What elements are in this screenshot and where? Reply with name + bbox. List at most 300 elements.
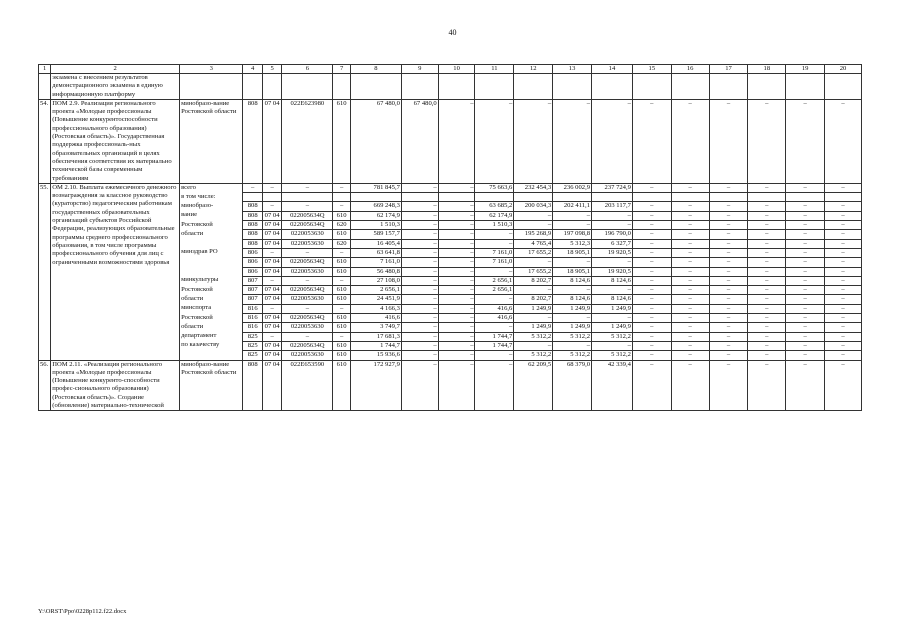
value-cell: 18 905,1 (553, 248, 592, 257)
value-cell: – (553, 258, 592, 267)
value-cell: 07 04 (262, 211, 281, 220)
value-cell: 18 905,1 (553, 267, 592, 276)
value-cell: 022E653590 (282, 360, 333, 411)
value-cell: 67 480,0 (350, 99, 401, 183)
value-cell: – (709, 230, 748, 239)
value-cell: 1 249,9 (592, 323, 633, 332)
value-cell: – (786, 248, 825, 257)
executor-cell: вание (180, 211, 243, 220)
value-cell: 816 (243, 304, 262, 313)
value-cell: – (438, 202, 475, 211)
value-cell: – (748, 304, 786, 313)
value-cell (401, 193, 438, 202)
value-cell: – (786, 99, 825, 183)
value-cell: – (825, 341, 862, 350)
executor-cell: по казачеству (180, 341, 243, 350)
value-cell: – (748, 295, 786, 304)
value-cell (825, 193, 862, 202)
value-cell: – (438, 351, 475, 360)
value-cell: 17 681,3 (350, 332, 401, 341)
value-cell: 8 124,6 (592, 295, 633, 304)
value-cell: – (748, 239, 786, 248)
value-cell: 669 248,3 (350, 202, 401, 211)
value-cell: 07 04 (262, 351, 281, 360)
value-cell: – (401, 202, 438, 211)
value-cell: – (333, 183, 350, 192)
value-cell: 1 249,9 (553, 304, 592, 313)
value-cell: – (592, 258, 633, 267)
value-cell: – (748, 221, 786, 230)
value-cell: 808 (243, 99, 262, 183)
value-cell: – (401, 276, 438, 285)
value-cell: – (748, 211, 786, 220)
executor-cell (180, 351, 243, 360)
row-number-cell (39, 74, 51, 100)
value-cell: – (401, 314, 438, 323)
value-cell: – (825, 230, 862, 239)
value-cell: – (709, 351, 748, 360)
value-cell: 6 327,7 (592, 239, 633, 248)
value-cell: – (748, 230, 786, 239)
value-cell: – (282, 183, 333, 192)
value-cell: – (475, 99, 514, 183)
value-cell: 8 124,6 (553, 276, 592, 285)
value-cell: – (401, 286, 438, 295)
value-cell: – (514, 99, 553, 183)
value-cell: – (632, 230, 671, 239)
value-cell: – (282, 332, 333, 341)
value-cell: 232 454,3 (514, 183, 553, 192)
value-cell: 07 04 (262, 286, 281, 295)
value-cell: 825 (243, 351, 262, 360)
value-cell: – (592, 341, 633, 350)
value-cell: 5 312,2 (514, 351, 553, 360)
value-cell: 236 002,9 (553, 183, 592, 192)
table-row (39, 183, 862, 192)
value-cell: – (786, 183, 825, 192)
value-cell: – (282, 248, 333, 257)
measure-name-cell: ПОМ 2.9. Реализация регионального проекта «Молодые профессионалы (Повышение конкурентоспособности профессионального образования) (Ростовская область)». Государственная поддержка профессиональ-ных образовательных организаций в целях обеспечения соответствия их материально технической базы современным требованиям (51, 99, 180, 183)
value-cell: – (632, 99, 671, 183)
value-cell: 4 765,4 (514, 239, 553, 248)
value-cell: – (475, 230, 514, 239)
value-cell: – (671, 341, 709, 350)
column-header-13: 13 (553, 65, 592, 74)
value-cell: – (401, 221, 438, 230)
executor-cell: области (180, 230, 243, 239)
value-cell: 806 (243, 267, 262, 276)
value-cell: – (475, 360, 514, 411)
executor-cell: минобразо-вание Ростовской области (180, 99, 243, 183)
value-cell: – (592, 221, 633, 230)
value-cell: – (709, 248, 748, 257)
value-cell: 5 312,2 (514, 332, 553, 341)
table-row (39, 360, 862, 411)
budget-table (38, 64, 862, 411)
value-cell: 3 749,7 (350, 323, 401, 332)
value-cell: – (709, 341, 748, 350)
value-cell: – (401, 360, 438, 411)
column-header-19: 19 (786, 65, 825, 74)
value-cell: – (825, 183, 862, 192)
value-cell: – (786, 332, 825, 341)
value-cell: – (282, 304, 333, 313)
value-cell: – (514, 286, 553, 295)
column-header-10: 10 (438, 65, 475, 74)
value-cell: 1 249,9 (592, 304, 633, 313)
value-cell: – (632, 332, 671, 341)
value-cell: – (709, 267, 748, 276)
measure-name-cell: экзамена с внесением результатов демонстрационного экзамена в единую информационную платформу (51, 74, 180, 100)
executor-cell: минспорта (180, 304, 243, 313)
value-cell: – (709, 276, 748, 285)
value-cell: 022005634Q (282, 341, 333, 350)
value-cell (709, 193, 748, 202)
value-cell: – (709, 202, 748, 211)
executor-cell: департамент (180, 332, 243, 341)
value-cell: – (553, 211, 592, 220)
value-cell: 8 202,7 (514, 295, 553, 304)
value-cell: – (401, 258, 438, 267)
value-cell: 07 04 (262, 341, 281, 350)
value-cell: – (632, 248, 671, 257)
value-cell: – (438, 332, 475, 341)
value-cell: 807 (243, 276, 262, 285)
value-cell: 7 161,0 (475, 248, 514, 257)
value-cell: – (553, 314, 592, 323)
value-cell: – (632, 295, 671, 304)
value-cell: 816 (243, 314, 262, 323)
value-cell: 808 (243, 221, 262, 230)
value-cell: – (592, 99, 633, 183)
value-cell: – (748, 258, 786, 267)
value-cell: – (671, 183, 709, 192)
value-cell (553, 193, 592, 202)
value-cell: 2 656,1 (475, 276, 514, 285)
value-cell: 416,6 (350, 314, 401, 323)
value-cell (438, 193, 475, 202)
value-cell: – (748, 286, 786, 295)
value-cell: – (401, 341, 438, 350)
value-cell: – (514, 314, 553, 323)
value-cell: 610 (333, 314, 350, 323)
value-cell: 5 312,3 (553, 239, 592, 248)
value-cell: – (671, 314, 709, 323)
value-cell: – (786, 304, 825, 313)
value-cell: – (748, 351, 786, 360)
value-cell (748, 193, 786, 202)
value-cell: – (825, 248, 862, 257)
value-cell: – (438, 211, 475, 220)
value-cell: 1 510,3 (475, 221, 514, 230)
value-cell: – (671, 323, 709, 332)
column-header-17: 17 (709, 65, 748, 74)
value-cell: 1 249,9 (514, 304, 553, 313)
column-header-7: 7 (333, 65, 350, 74)
value-cell: – (438, 323, 475, 332)
row-number-cell: 54. (39, 99, 51, 183)
value-cell: – (553, 221, 592, 230)
value-cell: – (671, 99, 709, 183)
value-cell: 07 04 (262, 239, 281, 248)
value-cell: – (475, 267, 514, 276)
value-cell: – (401, 248, 438, 257)
value-cell: – (632, 286, 671, 295)
executor-cell: минобразо- (180, 202, 243, 211)
value-cell: 07 04 (262, 314, 281, 323)
value-cell: 196 790,0 (592, 230, 633, 239)
value-cell: – (786, 202, 825, 211)
value-cell: – (671, 239, 709, 248)
value-cell: – (438, 183, 475, 192)
value-cell (282, 193, 333, 202)
column-header-12: 12 (514, 65, 553, 74)
table-row (39, 99, 862, 183)
value-cell: – (438, 341, 475, 350)
value-cell: 1 744,7 (475, 341, 514, 350)
value-cell: – (438, 314, 475, 323)
value-cell: – (401, 230, 438, 239)
value-cell: – (786, 295, 825, 304)
value-cell: – (401, 323, 438, 332)
value-cell: – (475, 239, 514, 248)
value-cell: – (632, 211, 671, 220)
value-cell: 781 845,7 (350, 183, 401, 192)
value-cell: – (632, 183, 671, 192)
value-cell: – (262, 183, 281, 192)
value-cell: 197 098,8 (553, 230, 592, 239)
value-cell: – (553, 341, 592, 350)
value-cell: – (786, 286, 825, 295)
value-cell: – (671, 248, 709, 257)
value-cell: 16 405,4 (350, 239, 401, 248)
value-cell: – (786, 221, 825, 230)
value-cell: 807 (243, 295, 262, 304)
value-cell: – (401, 304, 438, 313)
value-cell: – (333, 248, 350, 257)
value-cell: 1 744,7 (475, 332, 514, 341)
value-cell (514, 193, 553, 202)
column-header-14: 14 (592, 65, 633, 74)
row-number-cell: 55. (39, 183, 51, 360)
measure-name-cell: ОМ 2.10. Выплата ежемесячного денежного вознаграждения за классное руководство (кураторство) педагогическим работникам государственных образовательных организаций субъектов Российской Федерации, реализующих образовательные программы среднего профессионального образования, в том числе программы профессионального обучения для лиц с ограниченными возможностями здоровья (51, 183, 180, 360)
value-cell: – (333, 202, 350, 211)
executor-cell: области (180, 295, 243, 304)
value-cell: – (748, 99, 786, 183)
value-cell: 56 480,8 (350, 267, 401, 276)
value-cell: 68 379,0 (553, 360, 592, 411)
value-cell: 2 656,1 (475, 286, 514, 295)
value-cell: – (671, 202, 709, 211)
value-cell: – (748, 323, 786, 332)
value-cell: 2 656,1 (350, 286, 401, 295)
value-cell: 022005634Q (282, 258, 333, 267)
value-cell: – (438, 239, 475, 248)
value-cell: 172 927,9 (350, 360, 401, 411)
executor-cell: Ростовской (180, 221, 243, 230)
value-cell: 75 663,6 (475, 183, 514, 192)
executor-cell (180, 267, 243, 276)
value-cell: – (671, 211, 709, 220)
value-cell: – (786, 323, 825, 332)
value-cell: – (438, 221, 475, 230)
value-cell: 63 685,2 (475, 202, 514, 211)
value-cell: 0220053630 (282, 239, 333, 248)
column-header-5: 5 (262, 65, 281, 74)
value-cell: 8 124,6 (592, 276, 633, 285)
value-cell: 62 209,5 (514, 360, 553, 411)
value-cell: 0220053630 (282, 323, 333, 332)
value-cell: – (438, 99, 475, 183)
value-cell: 07 04 (262, 258, 281, 267)
value-cell: 610 (333, 286, 350, 295)
value-cell: – (786, 230, 825, 239)
value-cell: 0220053630 (282, 267, 333, 276)
value-cell: – (401, 332, 438, 341)
value-cell: – (514, 258, 553, 267)
value-cell: – (262, 276, 281, 285)
value-cell: 203 117,7 (592, 202, 633, 211)
value-cell (243, 193, 262, 202)
value-cell: 17 655,2 (514, 248, 553, 257)
value-cell: 416,6 (475, 314, 514, 323)
value-cell: – (786, 341, 825, 350)
value-cell: – (333, 276, 350, 285)
value-cell: 07 04 (262, 323, 281, 332)
value-cell: 610 (333, 351, 350, 360)
value-cell: 807 (243, 286, 262, 295)
table-row (39, 74, 862, 100)
value-cell: – (786, 258, 825, 267)
row-number-cell: 56. (39, 360, 51, 411)
value-cell: – (514, 211, 553, 220)
value-cell: 07 04 (262, 230, 281, 239)
value-cell: – (632, 314, 671, 323)
value-cell: – (592, 286, 633, 295)
value-cell: 620 (333, 221, 350, 230)
value-cell: – (786, 239, 825, 248)
value-cell: – (632, 351, 671, 360)
value-cell: 07 04 (262, 99, 281, 183)
value-cell: – (438, 258, 475, 267)
value-cell: – (401, 211, 438, 220)
value-cell: 610 (333, 341, 350, 350)
value-cell: – (825, 99, 862, 183)
column-header-9: 9 (401, 65, 438, 74)
executor-cell (180, 258, 243, 267)
value-cell: – (553, 286, 592, 295)
value-cell (262, 193, 281, 202)
value-cell: – (632, 360, 671, 411)
value-cell: 808 (243, 202, 262, 211)
value-cell: – (748, 267, 786, 276)
value-cell: – (825, 304, 862, 313)
executor-cell: Ростовской (180, 286, 243, 295)
value-cell: – (475, 351, 514, 360)
value-cell: – (748, 276, 786, 285)
value-cell: – (671, 286, 709, 295)
value-cell: 0220053630 (282, 230, 333, 239)
value-cell: 808 (243, 211, 262, 220)
value-cell: – (282, 276, 333, 285)
value-cell: 825 (243, 341, 262, 350)
value-cell: – (748, 202, 786, 211)
value-cell: 07 04 (262, 267, 281, 276)
value-cell: – (709, 332, 748, 341)
value-cell: – (825, 360, 862, 411)
value-cell: 42 339,4 (592, 360, 633, 411)
value-cell: 610 (333, 360, 350, 411)
value-cell (786, 193, 825, 202)
value-cell: 0220053630 (282, 295, 333, 304)
file-path-footer: Y:\ORST\Ppo\0228p112.f22.docx (38, 608, 127, 615)
value-cell: 4 166,3 (350, 304, 401, 313)
column-header-15: 15 (632, 65, 671, 74)
value-cell: 808 (243, 230, 262, 239)
value-cell: – (709, 323, 748, 332)
column-header-20: 20 (825, 65, 862, 74)
value-cell: – (401, 239, 438, 248)
value-cell: 5 312,2 (553, 351, 592, 360)
value-cell: – (825, 258, 862, 267)
value-cell: – (401, 351, 438, 360)
value-cell: 022005634Q (282, 211, 333, 220)
value-cell: – (671, 276, 709, 285)
value-cell: – (825, 323, 862, 332)
value-cell: – (262, 304, 281, 313)
value-cell: – (282, 202, 333, 211)
value-cell: 816 (243, 323, 262, 332)
page-number: 40 (448, 28, 457, 37)
value-cell: – (709, 304, 748, 313)
value-cell: 62 174,9 (475, 211, 514, 220)
value-cell: 15 936,6 (350, 351, 401, 360)
value-cell: – (262, 248, 281, 257)
value-cell: – (825, 286, 862, 295)
value-cell (350, 193, 401, 202)
value-cell: – (671, 360, 709, 411)
executor-cell: минобразо-вание Ростовской области (180, 360, 243, 411)
value-cell: 806 (243, 258, 262, 267)
value-cell: – (786, 267, 825, 276)
value-cell: 022005634Q (282, 221, 333, 230)
column-header-16: 16 (671, 65, 709, 74)
value-cell: 07 04 (262, 295, 281, 304)
value-cell: – (825, 276, 862, 285)
value-cell: – (709, 211, 748, 220)
value-cell: – (475, 295, 514, 304)
value-cell: – (709, 360, 748, 411)
value-cell: – (671, 304, 709, 313)
value-cell: – (748, 360, 786, 411)
executor-cell: минкультуры (180, 276, 243, 285)
value-cell: 620 (333, 239, 350, 248)
value-cell (592, 193, 633, 202)
value-cell: – (438, 286, 475, 295)
value-cell: 5 312,2 (592, 351, 633, 360)
value-cell: – (632, 304, 671, 313)
value-cell: – (709, 286, 748, 295)
value-cell: – (748, 183, 786, 192)
value-cell: – (709, 183, 748, 192)
value-cell: – (632, 323, 671, 332)
value-cell: 610 (333, 267, 350, 276)
value-cell: 806 (243, 248, 262, 257)
column-header-11: 11 (475, 65, 514, 74)
value-cell: – (748, 332, 786, 341)
value-cell: 27 108,0 (350, 276, 401, 285)
value-cell: – (401, 267, 438, 276)
